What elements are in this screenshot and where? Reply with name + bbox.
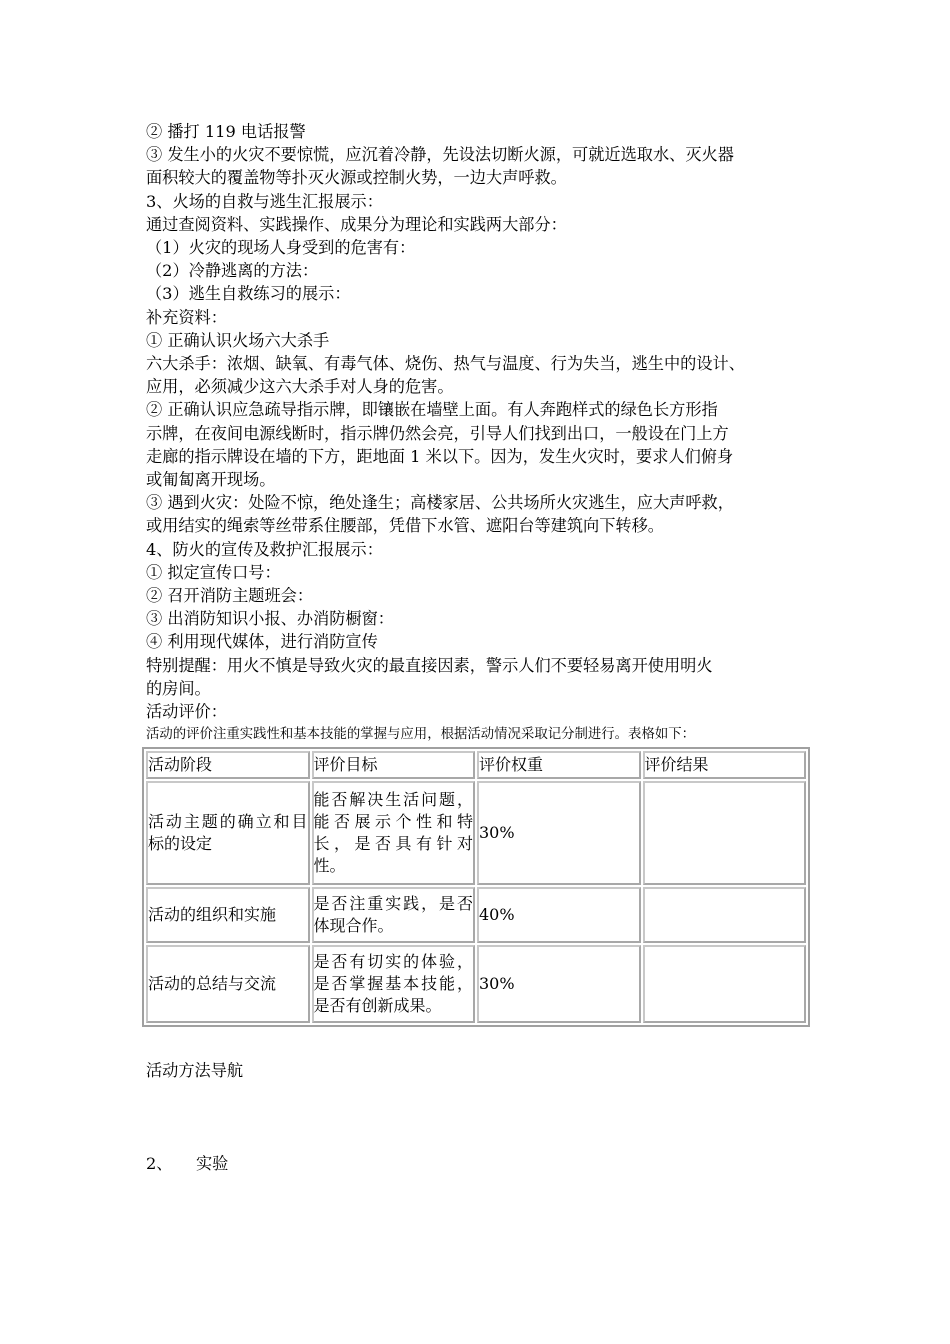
document-page [146, 120, 818, 1176]
table-row [146, 887, 806, 943]
table-header-cell: 评价目标 [312, 751, 476, 779]
section-heading: 3、火场的自救与逃生汇报展示： [146, 191, 383, 211]
text-line: 走廊的指示牌设在墙的下方，距地面 1 米以下。因为，发生火灾时，要求人们俯身 [146, 446, 734, 466]
section-heading: 4、防火的宣传及救护汇报展示： [146, 539, 383, 559]
list-item: ① 拟定宣传口号： [146, 562, 281, 582]
weight-cell: 30% [477, 781, 641, 885]
goal-cell: 是否注重实践，是否体现合作。 [312, 887, 476, 943]
text-line: 活动评价： [146, 702, 227, 722]
section-number: 2、 [146, 1154, 173, 1174]
table-header-cell: 活动阶段 [146, 751, 310, 779]
table-row [146, 945, 806, 1023]
table-header-cell: 评价权重 [477, 751, 641, 779]
text-line: 或匍匐离开现场。 [146, 470, 276, 490]
nav-title: 活动方法导航 [146, 1061, 244, 1081]
list-item: （1）火灾的现场人身受到的危害有： [146, 238, 416, 258]
result-cell [643, 945, 807, 1023]
text-line: 的房间。 [146, 678, 211, 698]
list-item: （3）逃生自救练习的展示： [146, 284, 351, 304]
section-heading-experiment [146, 1152, 818, 1175]
result-cell [643, 887, 807, 943]
list-item: （2）冷静逃离的方法： [146, 261, 319, 281]
list-item: ② 正确认识应急疏导指示牌，即镶嵌在墙壁上面。有人奔跑样式的绿色长方形指 [146, 400, 718, 420]
list-item: ③ 出消防知识小报、办消防橱窗： [146, 609, 394, 629]
text-line: 通过查阅资料、实践操作、成果分为理论和实践两大部分： [146, 214, 567, 234]
section-title: 实验 [196, 1154, 229, 1174]
text-line: ③ 发生小的火灾不要惊慌，应沉着冷静，先设法切断火源，可就近选取水、灭火器 [146, 145, 734, 165]
list-item: ① 正确认识火场六大杀手 [146, 330, 330, 350]
table-row [146, 781, 806, 885]
text-line: 面积较大的覆盖物等扑灭火源或控制火势，一边大声呼救。 [146, 168, 567, 188]
table-header-row [146, 751, 806, 779]
text-line: 或用结实的绳索等丝带系住腰部，凭借下水管、遮阳台等建筑向下转移。 [146, 516, 664, 536]
stage-cell: 活动的总结与交流 [146, 945, 310, 1023]
goal-cell: 能否解决生活问题，能否展示个性和特长，是否具有针对性。 [312, 781, 476, 885]
list-item: ④ 利用现代媒体，进行消防宣传 [146, 632, 378, 652]
goal-cell: 是否有切实的体验，是否掌握基本技能，是否有创新成果。 [312, 945, 476, 1023]
table-header-cell: 评价结果 [643, 751, 807, 779]
weight-cell: 30% [477, 945, 641, 1023]
weight-cell: 40% [477, 887, 641, 943]
stage-cell: 活动主题的确立和目标的设定 [146, 781, 310, 885]
stage-cell: 活动的组织和实施 [146, 887, 310, 943]
text-line: 六大杀手：浓烟、缺氧、有毒气体、烧伤、热气与温度、行为失当，逃生中的设计、 [146, 354, 745, 374]
result-cell [643, 781, 807, 885]
table-intro: 活动的评价注重实践性和基本技能的掌握与应用，根据活动情况采取记分制进行。表格如下： [146, 727, 696, 743]
text-line: 应用，必须减少这六大杀手对人身的危害。 [146, 377, 454, 397]
evaluation-table [142, 747, 810, 1027]
text-line: 补充资料： [146, 307, 227, 327]
text-line: ② 播打 119 电话报警 [146, 122, 306, 141]
list-item: ③ 遇到火灾：处险不惊，绝处逢生；高楼家居、公共场所火灾逃生，应大声呼救， [146, 493, 734, 513]
text-line: 示牌，在夜间电源线断时，指示牌仍然会亮，引导人们找到出口，一般设在门上方 [146, 423, 729, 443]
list-item: ② 召开消防主题班会： [146, 586, 314, 606]
text-line: 特别提醒：用火不慎是导致火灾的最直接因素，警示人们不要轻易离开使用明火 [146, 655, 713, 675]
